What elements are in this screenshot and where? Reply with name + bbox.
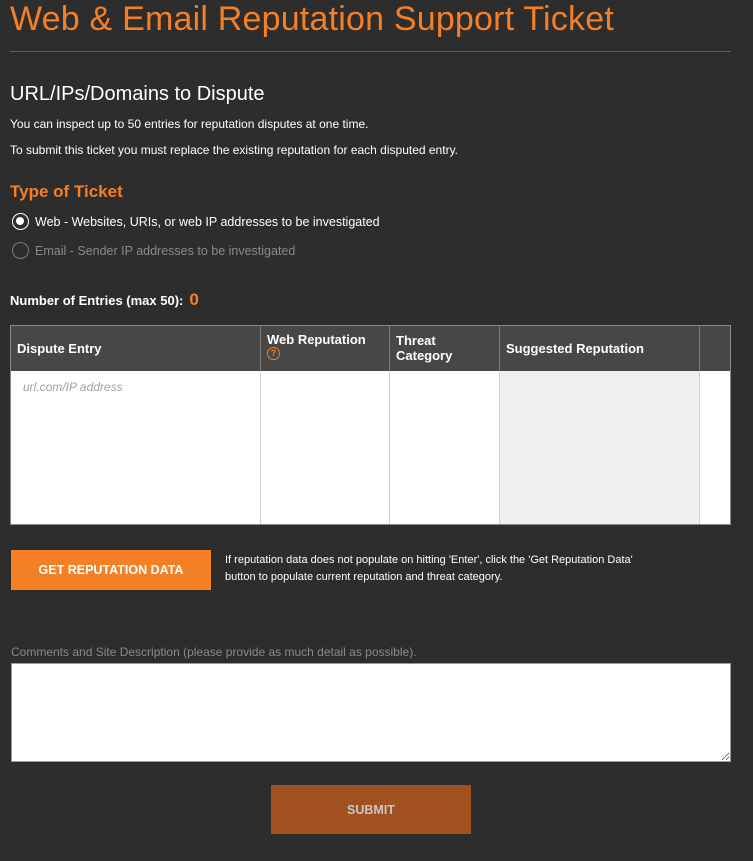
- comments-label: Comments and Site Description (please provide as much detail as possible).: [11, 645, 417, 659]
- column-threat-label-line-2: Category: [396, 348, 453, 363]
- cell-web-reputation: [261, 371, 390, 524]
- ticket-type-heading: Type of Ticket: [10, 182, 123, 201]
- cell-extra: [700, 371, 730, 524]
- info-line-replace: To submit this ticket you must replace the existing reputation for each disputed entry.: [10, 143, 459, 157]
- page-title: Web & Email Reputation Support Ticket: [10, 0, 614, 38]
- radio-web-label: Web - Websites, URIs, or web IP addresses to be investigated: [35, 214, 380, 229]
- submit-button[interactable]: SUBMIT: [271, 785, 471, 834]
- radio-email: [12, 242, 29, 259]
- reputation-help-line-1: If reputation data does not populate on hitting 'Enter', click the 'Get Reputation Data': [225, 554, 633, 566]
- comments-textarea[interactable]: [11, 663, 731, 762]
- dispute-entry-input[interactable]: [11, 371, 260, 524]
- table-header: [11, 326, 730, 371]
- reputation-help-text: [225, 552, 685, 586]
- get-reputation-data-button[interactable]: GET REPUTATION DATA: [11, 550, 211, 590]
- dispute-table: [10, 325, 731, 525]
- column-threat-category-label: [396, 333, 452, 363]
- help-icon[interactable]: ?: [267, 347, 280, 360]
- radio-option-email: [12, 242, 295, 259]
- title-divider: [10, 51, 731, 52]
- column-dispute-entry-label: Dispute Entry: [17, 341, 102, 356]
- radio-web[interactable]: [12, 213, 29, 230]
- entries-counter: [10, 290, 199, 310]
- column-suggested-reputation: [500, 326, 700, 371]
- column-web-reputation: [261, 326, 390, 371]
- entries-label: Number of Entries (max 50):: [10, 293, 184, 308]
- entries-count: 0: [189, 290, 199, 309]
- column-extra: [700, 326, 730, 371]
- column-threat-label-line-1: Threat: [396, 333, 436, 348]
- column-suggested-reputation-label: Suggested Reputation: [506, 341, 644, 356]
- reputation-help-line-2: button to populate current reputation and threat category.: [225, 571, 503, 583]
- cell-threat-category: [390, 371, 500, 524]
- column-threat-category: [390, 326, 500, 371]
- info-line-limit: You can inspect up to 50 entries for reputation disputes at one time.: [10, 117, 369, 131]
- radio-option-web[interactable]: [12, 213, 380, 230]
- column-web-reputation-label: Web Reputation: [267, 332, 366, 347]
- cell-suggested-reputation: [500, 371, 700, 524]
- dispute-section-heading: URL/IPs/Domains to Dispute: [10, 83, 265, 105]
- radio-email-label: Email - Sender IP addresses to be investigated: [35, 243, 296, 258]
- cell-dispute-entry: [11, 371, 261, 524]
- column-dispute-entry: [11, 326, 261, 371]
- table-body: [11, 371, 730, 524]
